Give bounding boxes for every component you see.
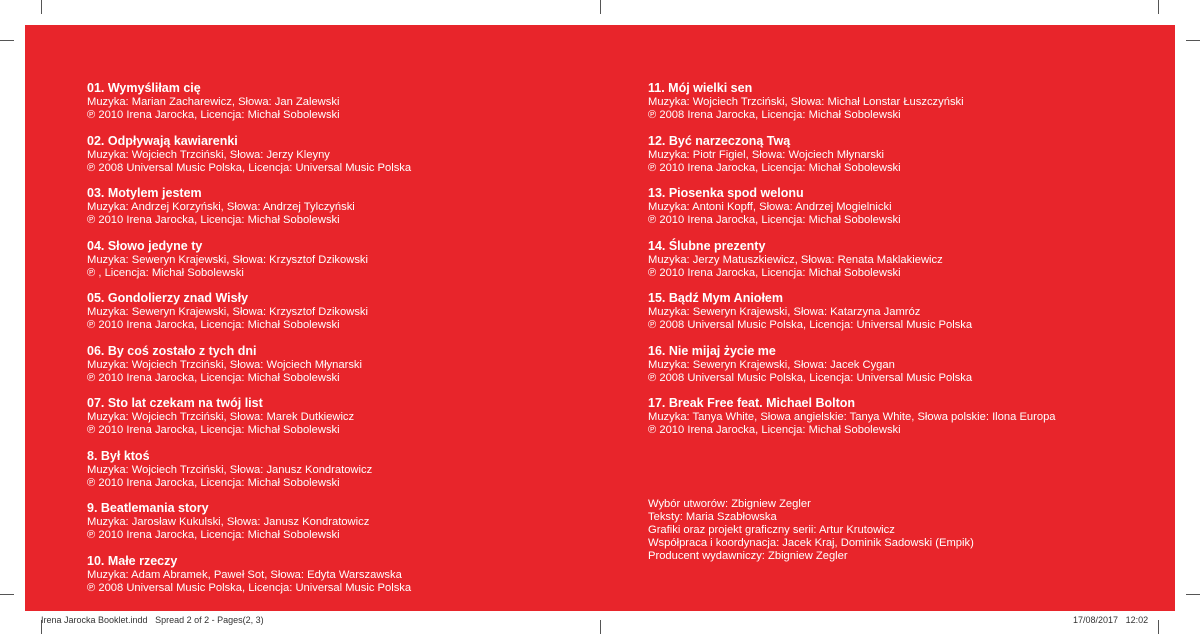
track-entry (87, 344, 587, 385)
track-entry (648, 291, 1148, 332)
track-entry (87, 291, 587, 332)
track-credits: Muzyka: Wojciech Trzciński, Słowa: Wojciech Młynarski (87, 358, 362, 371)
track-entry (648, 239, 1148, 280)
track-rights: ℗ 2010 Irena Jarocka, Licencja: Michał Sobolewski (648, 161, 901, 174)
track-entry (648, 81, 1148, 122)
slug-file (41, 615, 264, 625)
crop-mark (0, 40, 14, 41)
track-rights: ℗ 2010 Irena Jarocka, Licencja: Michał Sobolewski (87, 424, 340, 436)
track-title: 06. By coś zostało z tych dni (87, 343, 257, 358)
track-rights: ℗ 2010 Irena Jarocka, Licencja: Michał Sobolewski (87, 371, 340, 384)
track-entry (648, 344, 1148, 385)
track-rights: ℗ 2010 Irena Jarocka, Licencja: Michał Sobolewski (648, 424, 901, 436)
track-title: 10. Małe rzeczy (87, 553, 178, 568)
track-entry (648, 396, 1148, 437)
track-entry (87, 554, 587, 595)
track-rights: ℗ 2010 Irena Jarocka, Licencja: Michał Sobolewski (87, 319, 340, 331)
track-credits: Muzyka: Marian Zacharewicz, Słowa: Jan Zalewski (87, 96, 340, 108)
track-title: 01. Wymyśliłam cię (87, 81, 201, 95)
track-entry (648, 134, 1148, 175)
tracklist-right (648, 81, 1148, 449)
track-rights: ℗ 2010 Irena Jarocka, Licencja: Michał Sobolewski (648, 214, 901, 226)
track-title: 04. Słowo jedyne ty (87, 238, 203, 253)
track-entry (87, 501, 587, 542)
track-entry (87, 134, 587, 175)
track-credits: Muzyka: Adam Abramek, Paweł Sot, Słowa: Edyta Warszawska (87, 568, 402, 581)
crop-mark (600, 0, 601, 14)
track-credits: Muzyka: Seweryn Krajewski, Słowa: Krzysztof Dzikowski (87, 306, 369, 318)
track-title: 12. Być narzeczoną Twą (648, 133, 791, 148)
slug-date: 17/08/2017 (1073, 615, 1119, 625)
track-credits: Muzyka: Wojciech Trzciński, Słowa: Janusz Kondratowicz (87, 463, 373, 476)
crop-mark (1158, 0, 1159, 14)
track-title: 13. Piosenka spod welonu (648, 186, 804, 200)
slug-filename: Irena Jarocka Booklet.indd (41, 615, 148, 625)
track-title: 02. Odpływają kawiarenki (87, 133, 238, 148)
track-title: 15. Bądź Mym Aniołem (648, 291, 783, 305)
track-entry (87, 239, 587, 280)
tracklist-left (87, 81, 587, 606)
track-rights: ℗ 2010 Irena Jarocka, Licencja: Michał Sobolewski (87, 214, 340, 226)
track-title: 17. Break Free feat. Michael Bolton (648, 396, 856, 410)
track-title: 9. Beatlemania story (87, 501, 209, 515)
track-rights: ℗ 2008 Universal Music Polska, Licencja: Universal Music Polska (87, 161, 412, 174)
track-title: 16. Nie mijaj życie me (648, 343, 776, 358)
credit-line: Teksty: Maria Szabłowska (648, 511, 777, 523)
crop-mark (600, 620, 601, 634)
track-credits: Muzyka: Andrzej Korzyński, Słowa: Andrzej Tylczyński (87, 201, 355, 213)
track-rights: ℗ 2010 Irena Jarocka, Licencja: Michał Sobolewski (87, 109, 340, 121)
track-title: 14. Ślubne prezenty (648, 238, 766, 253)
slug-timestamp (1073, 615, 1148, 625)
track-title: 8. Był ktoś (87, 448, 150, 463)
track-entry (87, 396, 587, 437)
track-credits: Muzyka: Tanya White, Słowa angielskie: Tanya White, Słowa polskie: Ilona Europa (648, 411, 1056, 423)
credit-line: Wybór utworów: Zbigniew Zegler (648, 498, 811, 510)
track-credits: Muzyka: Wojciech Trzciński, Słowa: Marek Dutkiewicz (87, 411, 355, 423)
track-entry (87, 81, 587, 122)
track-title: 05. Gondolierzy znad Wisły (87, 291, 249, 305)
track-credits: Muzyka: Wojciech Trzciński, Słowa: Michał Lonstar Łuszczyński (648, 96, 964, 108)
credit-line: Producent wydawniczy: Zbigniew Zegler (648, 550, 848, 562)
track-rights: ℗ 2010 Irena Jarocka, Licencja: Michał Sobolewski (648, 266, 901, 279)
track-rights: ℗ 2010 Irena Jarocka, Licencja: Michał Sobolewski (87, 476, 340, 489)
track-credits: Muzyka: Seweryn Krajewski, Słowa: Jacek Cygan (648, 358, 895, 371)
crop-mark (41, 0, 42, 14)
crop-mark (0, 594, 14, 595)
track-credits: Muzyka: Wojciech Trzciński, Słowa: Jerzy Kleyny (87, 148, 330, 161)
track-title: 07. Sto lat czekam na twój list (87, 396, 263, 410)
track-credits: Muzyka: Seweryn Krajewski, Słowa: Katarzyna Jamróz (648, 306, 921, 318)
track-entry (648, 186, 1148, 227)
track-rights: ℗ , Licencja: Michał Sobolewski (87, 266, 244, 279)
track-credits: Muzyka: Jarosław Kukulski, Słowa: Janusz Kondratowicz (87, 516, 370, 528)
track-entry (87, 186, 587, 227)
crop-mark (1158, 620, 1159, 634)
track-rights: ℗ 2008 Universal Music Polska, Licencja: Universal Music Polska (648, 371, 973, 384)
track-credits: Muzyka: Piotr Figiel, Słowa: Wojciech Młynarski (648, 148, 885, 161)
track-title: 11. Mój wielki sen (648, 81, 753, 95)
track-rights: ℗ 2008 Universal Music Polska, Licencja: Universal Music Polska (648, 319, 973, 331)
production-credits (648, 498, 974, 563)
track-rights: ℗ 2008 Irena Jarocka, Licencja: Michał Sobolewski (648, 109, 901, 121)
slug-spread: Spread 2 of 2 - Pages(2, 3) (155, 615, 264, 625)
credit-line: Współpraca i koordynacja: Jacek Kraj, Dominik Sadowski (Empik) (648, 537, 974, 549)
slug-time: 12:02 (1125, 615, 1149, 625)
track-rights: ℗ 2010 Irena Jarocka, Licencja: Michał Sobolewski (87, 529, 340, 541)
track-title: 03. Motylem jestem (87, 186, 202, 200)
track-entry (87, 449, 587, 490)
credit-line: Grafiki oraz projekt graficzny serii: Artur Krutowicz (648, 524, 895, 536)
track-credits: Muzyka: Jerzy Matuszkiewicz, Słowa: Renata Maklakiewicz (648, 253, 943, 266)
track-rights: ℗ 2008 Universal Music Polska, Licencja: Universal Music Polska (87, 581, 412, 594)
crop-mark (1186, 40, 1200, 41)
track-credits: Muzyka: Antoni Kopff, Słowa: Andrzej Mogielnicki (648, 201, 892, 213)
track-credits: Muzyka: Seweryn Krajewski, Słowa: Krzysztof Dzikowski (87, 253, 369, 266)
crop-mark (1186, 594, 1200, 595)
